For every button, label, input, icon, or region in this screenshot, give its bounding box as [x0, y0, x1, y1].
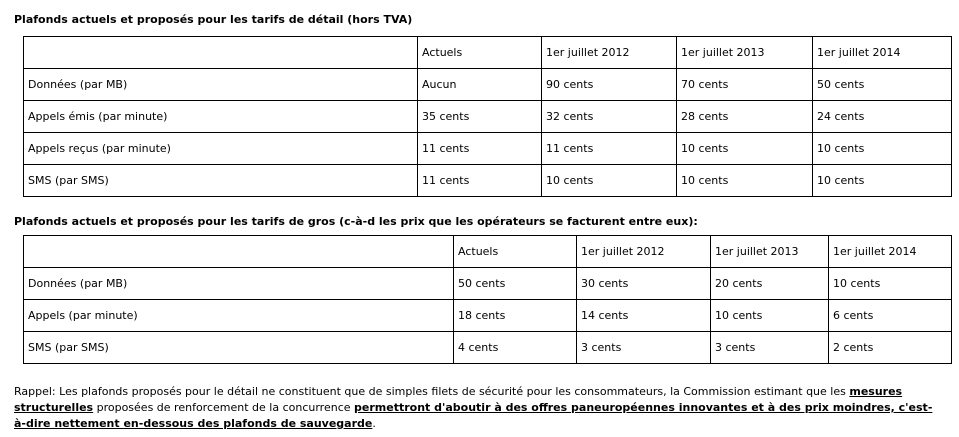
row-label: SMS (par SMS) [24, 332, 454, 364]
table-cell: 50 cents [813, 69, 952, 101]
table-cell: 10 cents [677, 133, 813, 165]
wholesale-table-title: Plafonds actuels et proposés pour les tarifs de gros (c-à-d les prix que les opérateurs se facturent entre eux): [14, 215, 698, 228]
table-cell: 4 cents [454, 332, 577, 364]
table-header-row [24, 236, 952, 268]
header-cell-actuels: Actuels [418, 37, 542, 69]
table-cell: 50 cents [454, 268, 577, 300]
wholesale-rates-table [23, 235, 952, 364]
table-cell: 10 cents [829, 268, 952, 300]
table-row [24, 69, 952, 101]
table-cell: 14 cents [577, 300, 711, 332]
header-cell-2013: 1er juillet 2013 [711, 236, 829, 268]
table-cell: 3 cents [711, 332, 829, 364]
note-emphasis-outcome: permettront d'aboutir à des offres paneuropéennes innovantes et à des prix moindres, c'est-à-dire nettement en-dessous des plafonds de sauvegarde [14, 401, 933, 430]
table-cell: 6 cents [829, 300, 952, 332]
table-cell: 2 cents [829, 332, 952, 364]
note-text: Rappel: Les plafonds proposés pour le détail ne constituent que de simples filets de sécurité pour les consommateurs, la Commission estimant que les [14, 385, 850, 398]
table-row [24, 300, 952, 332]
row-label: Appels (par minute) [24, 300, 454, 332]
note-text: proposées de renforcement de la concurrence [93, 401, 355, 414]
row-label: Appels émis (par minute) [24, 101, 418, 133]
table-cell: 11 cents [418, 165, 542, 197]
header-cell-2012: 1er juillet 2012 [542, 37, 677, 69]
table-cell: 11 cents [542, 133, 677, 165]
header-cell-2014: 1er juillet 2014 [813, 37, 952, 69]
table-cell: 10 cents [711, 300, 829, 332]
row-label: Données (par MB) [24, 69, 418, 101]
table-row [24, 268, 952, 300]
table-cell: 28 cents [677, 101, 813, 133]
table-cell: 11 cents [418, 133, 542, 165]
table-cell: 10 cents [542, 165, 677, 197]
header-cell-2014: 1er juillet 2014 [829, 236, 952, 268]
header-cell-2012: 1er juillet 2012 [577, 236, 711, 268]
row-label: Appels reçus (par minute) [24, 133, 418, 165]
header-cell-empty [24, 236, 454, 268]
table-cell: 20 cents [711, 268, 829, 300]
header-cell-actuels: Actuels [454, 236, 577, 268]
header-cell-2013: 1er juillet 2013 [677, 37, 813, 69]
table-row [24, 332, 952, 364]
retail-table-title: Plafonds actuels et proposés pour les tarifs de détail (hors TVA) [14, 13, 413, 26]
table-cell: Aucun [418, 69, 542, 101]
table-cell: 10 cents [813, 133, 952, 165]
table-header-row [24, 37, 952, 69]
note-text: . [372, 417, 376, 430]
table-cell: 90 cents [542, 69, 677, 101]
row-label: Données (par MB) [24, 268, 454, 300]
table-row [24, 165, 952, 197]
table-cell: 3 cents [577, 332, 711, 364]
header-cell-empty [24, 37, 418, 69]
table-cell: 30 cents [577, 268, 711, 300]
table-cell: 32 cents [542, 101, 677, 133]
table-cell: 18 cents [454, 300, 577, 332]
retail-rates-table [23, 36, 952, 197]
note-emphasis-structural-measures: mesures structurelles [14, 385, 903, 414]
table-cell: 24 cents [813, 101, 952, 133]
table-cell: 35 cents [418, 101, 542, 133]
table-row [24, 101, 952, 133]
table-cell: 10 cents [677, 165, 813, 197]
row-label: SMS (par SMS) [24, 165, 418, 197]
table-cell: 10 cents [813, 165, 952, 197]
table-cell: 70 cents [677, 69, 813, 101]
table-row [24, 133, 952, 165]
reminder-note [14, 384, 944, 432]
